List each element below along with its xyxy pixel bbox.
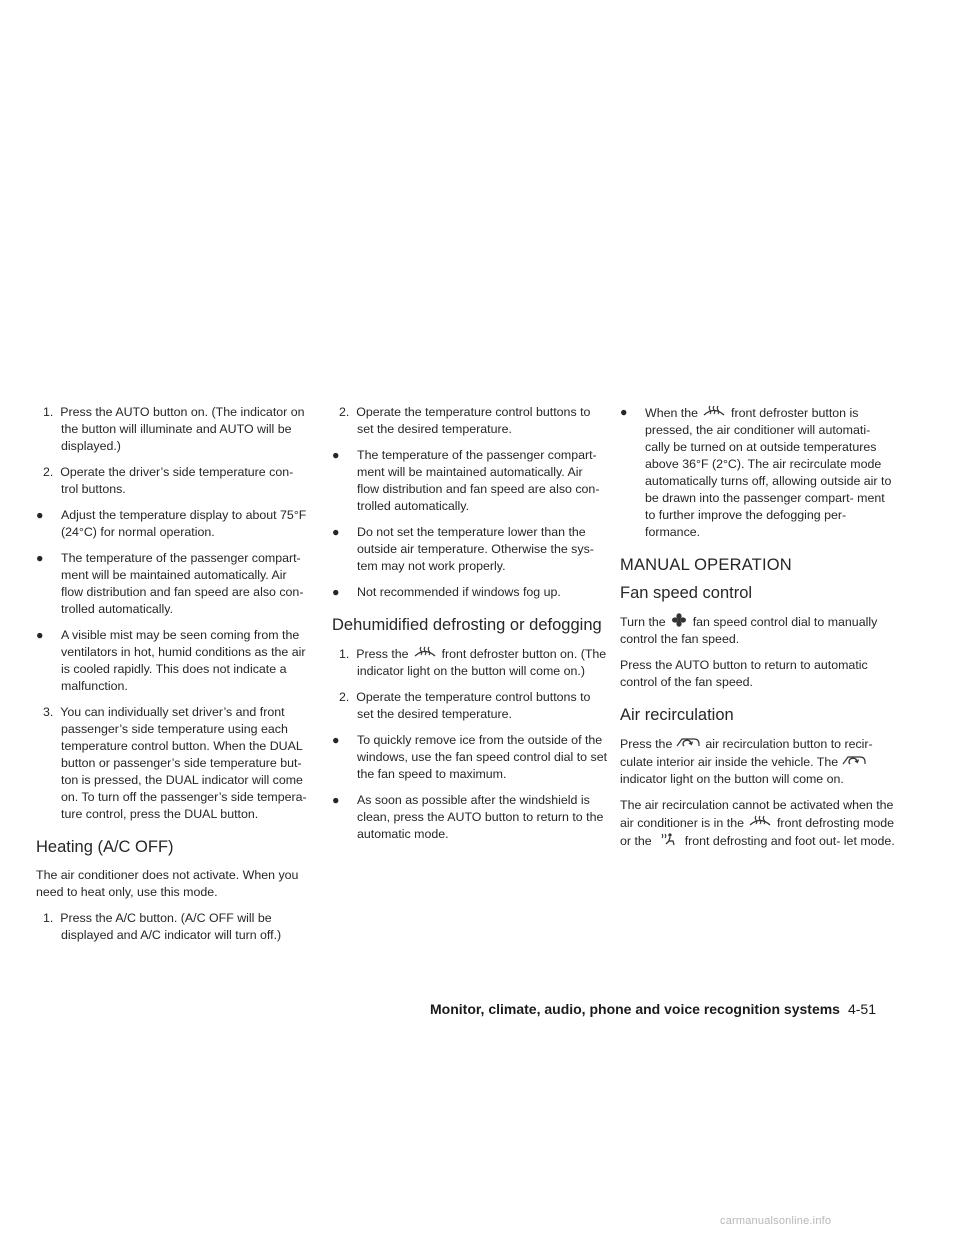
bullet-item xyxy=(36,627,312,695)
front-defroster-icon xyxy=(411,645,439,659)
step-number: 1. xyxy=(43,405,54,419)
step-number: 2. xyxy=(339,405,350,419)
bullet-item xyxy=(332,732,608,783)
bullet-text: The temperature of the passenger compart- ment will be maintained automatically. Air flow distribution and fan speed are also con- trolled automatically. xyxy=(61,551,304,616)
air-recirculation-icon xyxy=(674,735,702,749)
bullet-text: To quickly remove ice from the outside of the windows, use the fan speed control dial to set the fan speed to maximum. xyxy=(357,733,608,781)
paragraph-text: front defrosting and foot out- let mode. xyxy=(684,834,895,848)
paragraph xyxy=(620,735,896,788)
step-number: 2. xyxy=(43,465,54,479)
paragraph xyxy=(620,613,896,648)
paragraph-text: Turn the xyxy=(620,615,666,629)
step-text: You can individually set driver’s and front passenger’s side temperature using each temperature control button. When the DUAL button or passenger’s side temperature but- ton is pressed, the DUAL indicator will come on. To turn off the passenger’s side tempera- ture control, press the DUAL button. xyxy=(60,705,307,821)
paragraph: Press the AUTO button to return to automatic control of the fan speed. xyxy=(620,658,868,689)
step-text: Press the A/C button. (A/C OFF will be displayed and A/C indicator will turn off.) xyxy=(60,911,282,942)
bullet-text: When the xyxy=(645,406,699,420)
paragraph xyxy=(620,797,896,850)
bullet-item xyxy=(36,507,312,541)
bullet-item xyxy=(332,792,608,843)
bullet-mark: ● xyxy=(36,628,44,642)
bullet-text: A visible mist may be seen coming from the ventilators in hot, humid conditions as the air is cooled rapidly. This does not indicate a malfunction. xyxy=(61,628,306,693)
watermark: carmanualsonline.info xyxy=(720,1215,832,1227)
step-item xyxy=(332,645,608,680)
paragraph-text: The air recirculation cannot be activated when the air conditioner is in the xyxy=(620,798,894,830)
bullet-text: Adjust the temperature display to about 75°F (24°C) for normal operation. xyxy=(61,508,307,539)
column-middle xyxy=(332,404,608,852)
step-item xyxy=(36,464,312,498)
fan-icon xyxy=(668,613,690,627)
bullet-text: front defroster button is pressed, the air conditioner will automati- cally be turned on at outside temperatures above 36°F (2°C). The air recirculate mode automatically turns off, allowing outside air to be drawn into the passenger compart- ment to further improve the defogging per- formance. xyxy=(645,406,892,539)
paragraph: The air conditioner does not activate. When you need to heat only, use this mode. xyxy=(36,868,299,899)
step-text: Operate the driver’s side temperature con- trol buttons. xyxy=(60,465,294,496)
paragraph-text: Press the xyxy=(620,737,673,751)
footer-section-title: Monitor, climate, audio, phone and voice recognition systems xyxy=(430,1001,840,1017)
section-heading-heating: Heating (A/C OFF) xyxy=(36,838,174,856)
column-left xyxy=(36,404,312,953)
step-item xyxy=(36,910,312,944)
section-heading-fan-speed: Fan speed control xyxy=(620,584,753,602)
bullet-mark: ● xyxy=(36,508,44,522)
step-number: 2. xyxy=(339,690,350,704)
defrost-foot-icon xyxy=(654,832,682,846)
bullet-item xyxy=(36,550,312,618)
section-heading-air-recirculation: Air recirculation xyxy=(620,706,734,724)
bullet-mark: ● xyxy=(332,525,340,539)
bullet-item xyxy=(332,584,608,601)
step-number: 1. xyxy=(339,647,350,661)
step-number: 1. xyxy=(43,911,54,925)
bullet-text: Not recommended if windows fog up. xyxy=(357,585,561,599)
page-number: 4-51 xyxy=(847,1001,876,1017)
step-item xyxy=(36,704,312,823)
step-text: Press the xyxy=(356,647,409,661)
front-defroster-icon xyxy=(746,814,774,828)
bullet-text: As soon as possible after the windshield is clean, press the AUTO button to return to the automatic mode. xyxy=(357,793,604,841)
bullet-text: The temperature of the passenger compart- ment will be maintained automatically. Air flow distribution and fan speed are also con- trolled automatically. xyxy=(357,448,600,513)
step-item xyxy=(332,404,608,438)
section-heading-dehumidified: Dehumidified defrosting or defogging xyxy=(332,616,602,634)
step-text: Operate the temperature control buttons to set the desired temperature. xyxy=(356,405,591,436)
step-item xyxy=(332,689,608,723)
bullet-mark: ● xyxy=(332,585,340,599)
bullet-mark: ● xyxy=(332,733,340,747)
air-recirculation-icon xyxy=(840,753,868,767)
paragraph-text: indicator light on the button will come on. xyxy=(620,772,844,786)
bullet-item xyxy=(620,404,896,541)
column-right xyxy=(620,404,896,859)
bullet-mark: ● xyxy=(332,448,340,462)
bullet-item xyxy=(332,447,608,515)
paragraph-text: fan speed control dial to manually control the fan speed. xyxy=(620,615,878,646)
bullet-mark: ● xyxy=(620,405,628,419)
step-text: Press the AUTO button on. (The indicator on the button will illuminate and AUTO will be displayed.) xyxy=(60,405,305,453)
step-number: 3. xyxy=(43,705,54,719)
bullet-mark: ● xyxy=(332,793,340,807)
step-item xyxy=(36,404,312,455)
bullet-item xyxy=(332,524,608,575)
bullet-text: Do not set the temperature lower than the outside air temperature. Otherwise the sys- tem may not work properly. xyxy=(357,525,594,573)
step-text: front defroster button on. (The indicator light on the button will come on.) xyxy=(357,647,607,678)
paragraph-text: air recirculation button to recir- culate interior air inside the vehicle. The xyxy=(620,737,873,769)
step-text: Operate the temperature control buttons to set the desired temperature. xyxy=(356,690,591,721)
bullet-mark: ● xyxy=(36,551,44,565)
section-heading-manual-operation: MANUAL OPERATION xyxy=(620,556,792,574)
front-defroster-icon xyxy=(700,404,728,418)
page-footer xyxy=(430,1000,930,1018)
paragraph-text: front defrosting mode or the xyxy=(620,816,895,848)
